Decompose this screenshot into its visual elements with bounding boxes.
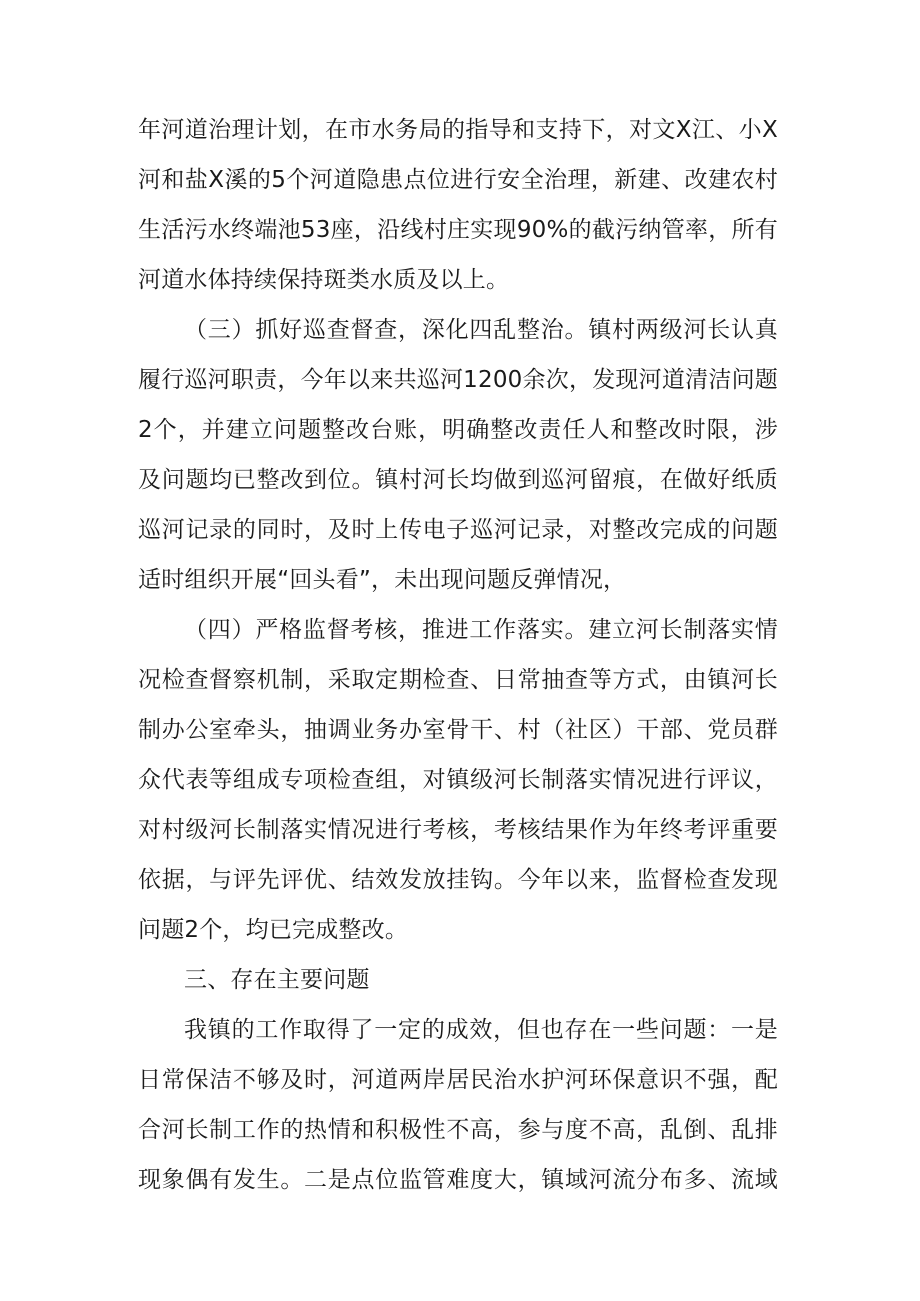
paragraph-line: 河道水体持续保持斑类水质及以上。 (138, 267, 510, 293)
paragraph-line: 河和盐X溪的5个河道隐患点位进行安全治理，新建、改建农村 (138, 167, 778, 193)
paragraph-line: 问题2个，均已完成整改。 (138, 917, 409, 943)
paragraph-line: 依据，与评先评优、结效发放挂钩。今年以来，监督检查发现 (138, 867, 778, 893)
paragraph-line: 2个，并建立问题整改台账，明确整改责任人和整改时限，涉 (138, 417, 778, 443)
paragraph-line: 况检查督察机制，采取定期检查、日常抽查等方式，由镇河长 (138, 667, 778, 693)
paragraph-line: 年河道治理计划，在市水务局的指导和支持下，对文X江、小X (138, 117, 778, 143)
paragraph-line: 适时组织开展“回头看”，未出现问题反弹情况， (138, 567, 627, 593)
paragraph-line: 制办公室牵头，抽调业务办室骨干、村（社区）干部、党员群 (138, 717, 778, 743)
paragraph-line: 我镇的工作取得了一定的成效，但也存在一些问题：一是 (184, 1017, 778, 1043)
paragraph-line: 现象偶有发生。二是点位监管难度大，镇域河流分布多、流域 (138, 1167, 778, 1193)
paragraph-line: 众代表等组成专项检查组，对镇级河长制落实情况进行评议， (138, 767, 778, 793)
paragraph-line: 合河长制工作的热情和积极性不高，参与度不高，乱倒、乱排 (138, 1117, 778, 1143)
paragraph-line: 对村级河长制落实情况进行考核，考核结果作为年终考评重要 (138, 817, 778, 843)
paragraph-line: 巡河记录的同时，及时上传电子巡河记录，对整改完成的问题 (138, 517, 778, 543)
paragraph-line: 履行巡河职责，今年以来共巡河1200余次，发现河道清洁问题 (138, 367, 778, 393)
section-four-heading-line: （四）严格监督考核，推进工作落实。建立河长制落实情 (184, 617, 778, 643)
paragraph-line: 日常保洁不够及时，河道两岸居民治水护河环保意识不强，配 (138, 1067, 778, 1093)
paragraph-line: 生活污水终端池53座，沿线村庄实现90%的截污纳管率，所有 (138, 217, 778, 243)
paragraph-line: 及问题均已整改到位。镇村河长均做到巡河留痕，在做好纸质 (138, 467, 778, 493)
section-heading: 三、存在主要问题 (184, 967, 370, 993)
section-three-heading-line: （三）抓好巡查督查，深化四乱整治。镇村两级河长认真 (184, 317, 778, 343)
